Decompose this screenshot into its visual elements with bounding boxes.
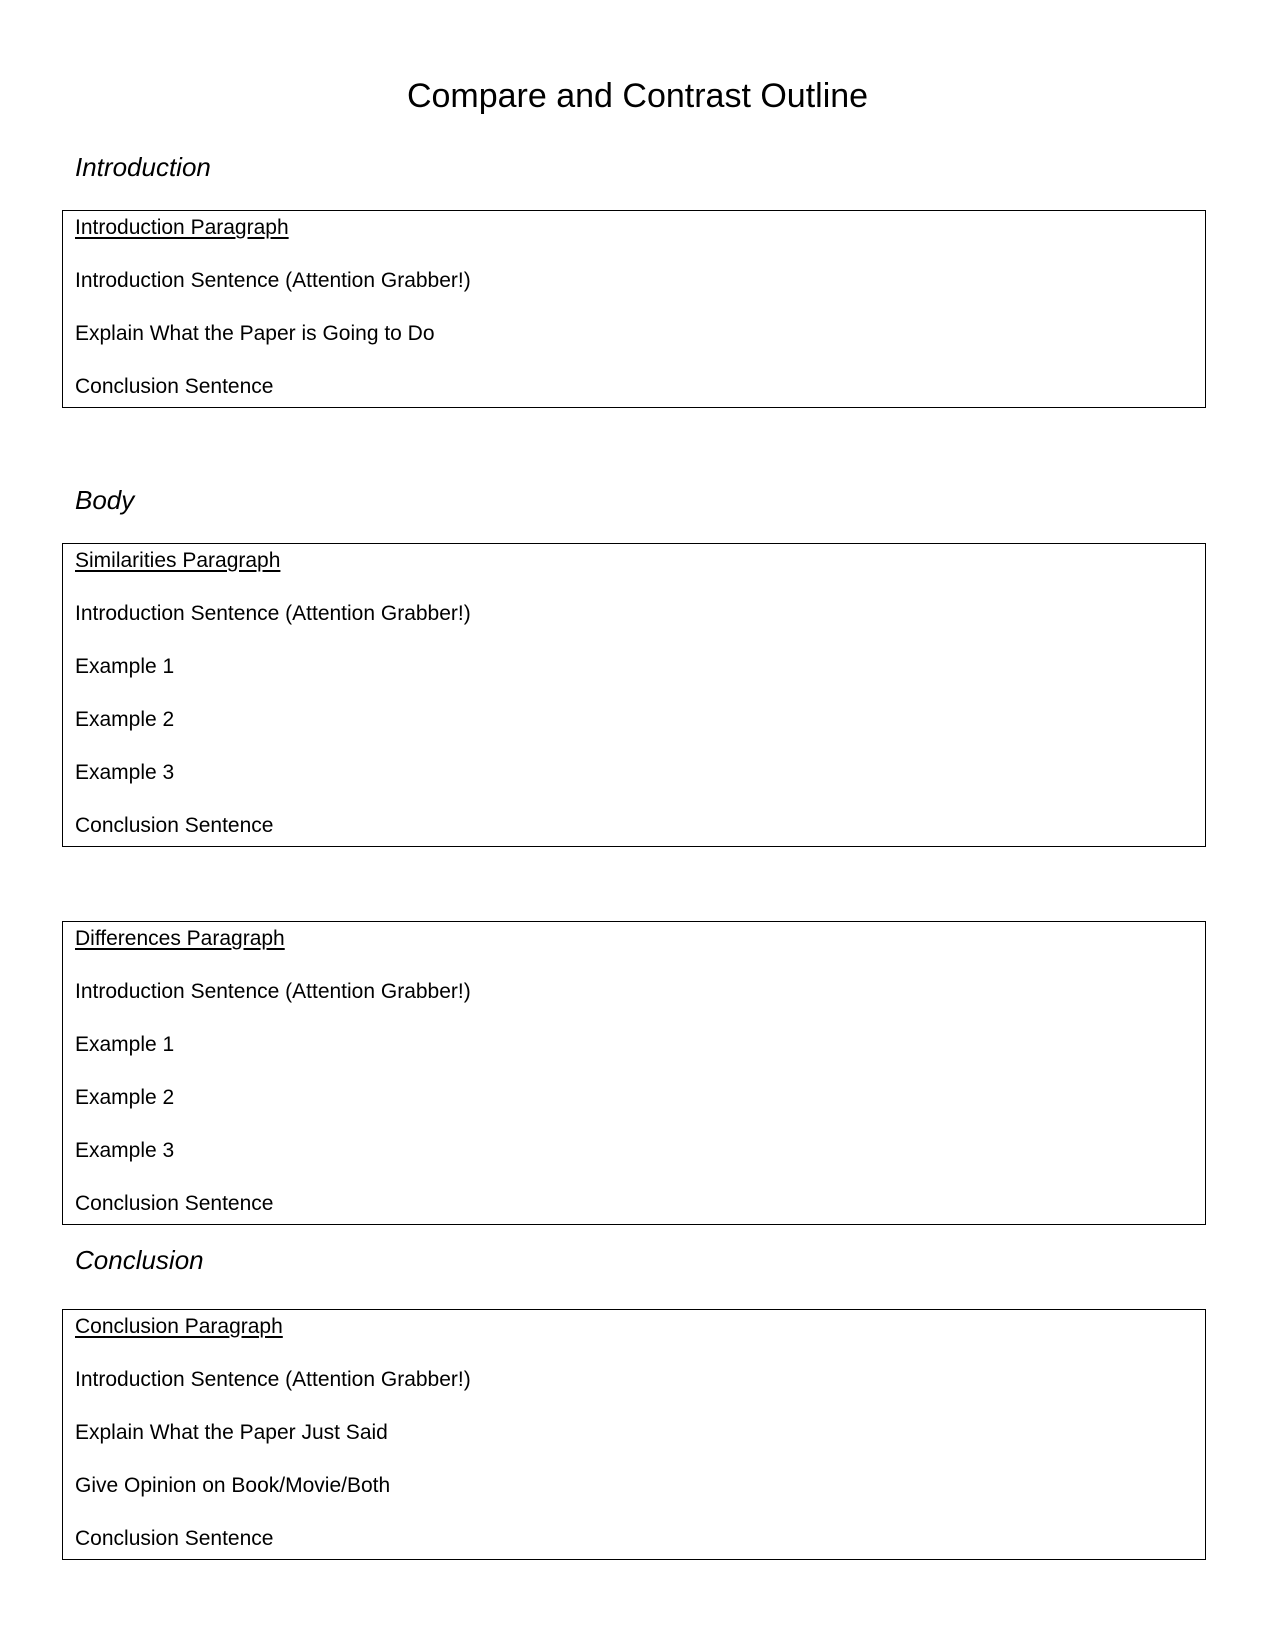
box-heading: Conclusion Paragraph [75,1315,283,1338]
section-heading-body: Body [75,485,135,515]
outline-item: Introduction Sentence (Attention Grabber!) [75,269,471,292]
outline-item: Example 2 [75,1086,175,1109]
outline-item: Example 2 [75,708,175,731]
section-heading-introduction: Introduction [75,152,211,182]
outline-item: Introduction Sentence (Attention Grabber!) [75,980,471,1003]
outline-item: Conclusion Sentence [75,1192,274,1215]
outline-item: Explain What the Paper Just Said [75,1421,388,1444]
similarities-paragraph-box [62,543,1206,847]
outline-item: Example 1 [75,655,175,678]
outline-item: Give Opinion on Book/Movie/Both [75,1474,391,1497]
introduction-paragraph-box [62,210,1206,408]
outline-item: Example 1 [75,1033,175,1056]
outline-item: Example 3 [75,1139,175,1162]
outline-item: Example 3 [75,761,175,784]
outline-item: Introduction Sentence (Attention Grabber!) [75,602,471,625]
conclusion-paragraph-box [62,1309,1206,1560]
outline-item: Explain What the Paper is Going to Do [75,322,435,345]
outline-item: Introduction Sentence (Attention Grabber!) [75,1368,471,1391]
section-heading-conclusion: Conclusion [75,1245,204,1275]
differences-paragraph-box [62,921,1206,1225]
outline-item: Conclusion Sentence [75,814,274,837]
box-heading: Similarities Paragraph [75,549,281,572]
box-heading: Differences Paragraph [75,927,285,950]
outline-item: Conclusion Sentence [75,1527,274,1550]
page-title: Compare and Contrast Outline [406,77,869,115]
box-heading: Introduction Paragraph [75,216,289,239]
outline-item: Conclusion Sentence [75,375,274,398]
